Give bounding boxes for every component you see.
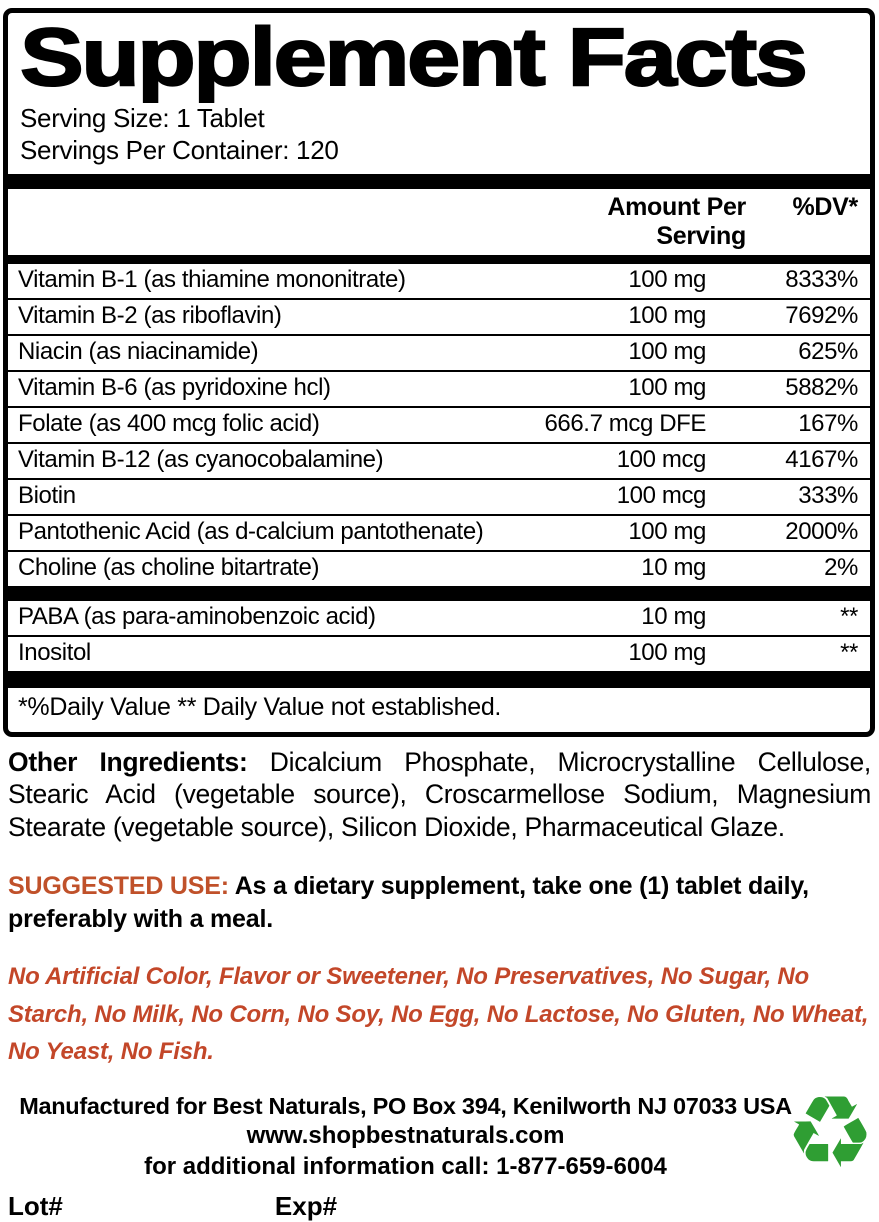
nutrient-amount: 100 mg	[628, 337, 706, 365]
suggested-use-text: As a dietary supplement, take one (1) tablet daily, preferably with a meal.	[8, 872, 809, 933]
website-line: www.shopbestnaturals.com	[246, 1122, 565, 1150]
table-row	[8, 442, 870, 478]
nutrient-dv: 4167%	[785, 445, 858, 473]
nutrient-dv: 5882%	[785, 373, 858, 401]
exp-label: Exp#	[274, 1191, 338, 1222]
nutrient-dv: 2%	[824, 553, 858, 581]
divider-bar-bottom	[8, 671, 870, 688]
table-row	[8, 370, 870, 406]
nutrient-amount: 10 mg	[641, 553, 706, 581]
recycle-icon: ♻	[785, 1073, 875, 1191]
suggested-use	[8, 870, 871, 935]
table-row	[8, 601, 870, 635]
table-row	[8, 514, 870, 550]
nutrient-rows-no-dv	[8, 601, 870, 671]
nutrient-name: Choline (as choline bitartrate)	[18, 553, 320, 581]
nutrient-amount: 100 mg	[628, 301, 706, 329]
supplement-facts-panel	[3, 8, 875, 737]
amount-column-header: Amount Per Serving	[607, 192, 746, 250]
serving-size: Serving Size: 1 Tablet	[20, 102, 265, 133]
dv-column-header: %DV*	[792, 192, 858, 221]
daily-value-footnote: *%Daily Value ** Daily Value not established.	[18, 692, 502, 721]
divider-bar-mid	[8, 586, 870, 601]
nutrient-amount: 100 mg	[628, 373, 706, 401]
table-row	[8, 264, 870, 298]
panel-title: Supplement Facts	[20, 12, 806, 103]
nutrient-dv: 7692%	[785, 301, 858, 329]
nutrient-name: Vitamin B-12 (as cyanocobalamine)	[18, 445, 384, 473]
nutrient-name: Biotin	[18, 481, 76, 509]
table-row	[8, 478, 870, 514]
table-row	[8, 298, 870, 334]
info-phone-line: for additional information call: 1-877-659-6004	[144, 1152, 667, 1180]
nutrient-name: Vitamin B-1 (as thiamine mononitrate)	[18, 265, 406, 293]
table-row	[8, 635, 870, 671]
nutrient-amount: 666.7 mcg DFE	[544, 409, 706, 437]
divider-bar-thin	[8, 255, 870, 264]
nutrient-amount: 100 mcg	[616, 445, 706, 473]
other-ingredients-text: Dicalcium Phosphate, Microcrystalline Cellulose, Stearic Acid (vegetable source), Croscarmellose Sodium, Magnesium Stearate (vegetable source), Silicon Dioxide, Pharmaceutical Glaze.	[8, 746, 871, 842]
table-header-row	[8, 189, 870, 255]
nutrient-amount: 10 mg	[641, 602, 706, 630]
nutrient-amount: 100 mcg	[616, 481, 706, 509]
nutrient-rows	[8, 264, 870, 586]
nutrient-name: PABA (as para-aminobenzoic acid)	[18, 602, 376, 630]
nutrient-dv: 8333%	[785, 265, 858, 293]
table-row	[8, 550, 870, 586]
other-ingredients	[8, 746, 871, 844]
suggested-use-label: SUGGESTED USE:	[8, 872, 229, 901]
footer-lines	[8, 1091, 803, 1183]
nutrient-name: Folate (as 400 mcg folic acid)	[18, 409, 320, 437]
nutrient-dv: **	[840, 602, 858, 630]
table-row	[8, 334, 870, 370]
lot-exp-row	[8, 1191, 871, 1222]
nutrient-amount: 100 mg	[628, 638, 706, 666]
nutrient-dv: 333%	[798, 481, 858, 509]
servings-per-container: Servings Per Container: 120	[20, 134, 339, 165]
nutrient-dv: 2000%	[785, 517, 858, 545]
nutrient-dv: 625%	[798, 337, 858, 365]
nutrient-dv: 167%	[798, 409, 858, 437]
nutrient-amount: 100 mg	[628, 517, 706, 545]
lot-label: Lot#	[8, 1191, 63, 1222]
nutrient-name: Pantothenic Acid (as d-calcium pantothenate)	[18, 517, 484, 545]
nutrient-name: Vitamin B-6 (as pyridoxine hcl)	[18, 373, 331, 401]
nutrient-name: Inositol	[18, 638, 91, 666]
table-row	[8, 406, 870, 442]
nutrient-amount: 100 mg	[628, 265, 706, 293]
allergen-statement: No Artificial Color, Flavor or Sweetener, No Preservatives, No Sugar, No Starch, No Milk, No Corn, No Soy, No Egg, No Lactose, No Gluten, No Wheat, No Yeast, No Fish.	[8, 963, 869, 1065]
nutrient-name: Niacin (as niacinamide)	[18, 337, 259, 365]
nutrient-dv: **	[840, 638, 858, 666]
other-ingredients-label: Other Ingredients:	[8, 746, 248, 777]
nutrient-name: Vitamin B-2 (as riboflavin)	[18, 301, 282, 329]
divider-bar-thick	[8, 174, 870, 189]
label-lower-section	[0, 746, 879, 1222]
manufactured-line: Manufactured for Best Naturals, PO Box 394, Kenilworth NJ 07033 USA	[19, 1092, 792, 1119]
manufacturer-footer	[8, 1073, 875, 1222]
